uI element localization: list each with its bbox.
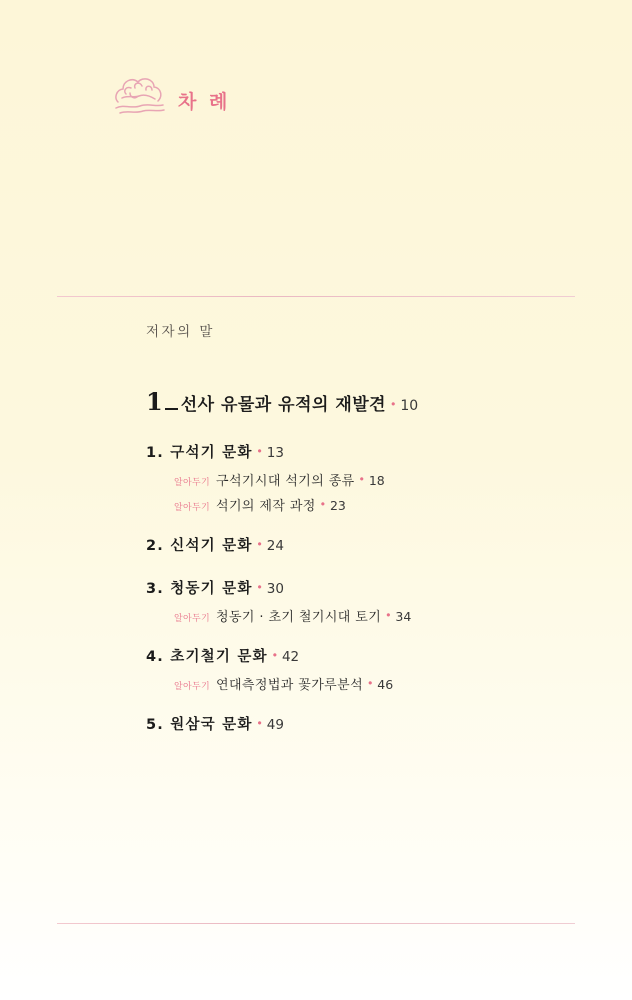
subsection-tag: 알아두기 [174, 478, 210, 488]
toc-subsection-4-1[interactable] [146, 674, 576, 693]
chapter-title: 선사 유물과 유적의 재발견 [180, 395, 387, 415]
section-separator: • [257, 716, 262, 730]
subsection-tag: 알아두기 [174, 614, 210, 624]
subsection-page-number: 34 [395, 609, 412, 624]
section-label: 3. 청동기 문화 [146, 581, 253, 597]
chapter-separator: • [391, 397, 396, 411]
spacer [146, 699, 576, 713]
spacer [146, 563, 576, 577]
toc-chapter-1[interactable] [146, 387, 576, 416]
subsection-separator: • [368, 676, 373, 690]
subsection-title: 청동기 · 초기 철기시대 토기 [215, 610, 382, 625]
section-page-number: 30 [266, 581, 284, 597]
subsection-tag: 알아두기 [174, 682, 210, 692]
subsection-page-number: 18 [368, 473, 385, 488]
chapter-page-number: 10 [400, 398, 419, 414]
section-page-number: 49 [266, 717, 284, 733]
divider-bottom [57, 923, 575, 924]
subsection-title: 구석기시대 석기의 종류 [215, 474, 355, 489]
toc-subsection-1-1[interactable] [146, 470, 576, 489]
toc-subsection-1-2[interactable] [146, 495, 576, 514]
toc-subsection-3-1[interactable] [146, 606, 576, 625]
subsection-page-number: 23 [329, 498, 346, 513]
section-separator: • [257, 537, 262, 551]
subsection-separator: • [386, 608, 391, 622]
cloud-ornament-icon [110, 68, 168, 118]
subsection-separator: • [359, 472, 364, 486]
toc-section-2[interactable] [146, 534, 576, 555]
subsection-title: 석기의 제작 과정 [215, 499, 316, 514]
spacer [146, 520, 576, 534]
page-title: 차 례 [178, 91, 231, 113]
toc-header [110, 68, 230, 118]
section-label: 4. 초기철기 문화 [146, 649, 268, 665]
toc-content [146, 320, 576, 742]
subsection-separator: • [320, 497, 325, 511]
toc-preface-label[interactable]: 저자의 말 [146, 324, 215, 340]
section-label: 1. 구석기 문화 [146, 445, 253, 461]
divider-top [57, 296, 575, 297]
chapter-underscore [165, 408, 178, 410]
subsection-tag: 알아두기 [174, 503, 210, 513]
section-page-number: 13 [266, 445, 284, 461]
toc-section-3[interactable] [146, 577, 576, 598]
section-page-number: 24 [266, 538, 284, 554]
subsection-title: 연대측정법과 꽃가루분석 [215, 678, 364, 693]
toc-section-4[interactable] [146, 645, 576, 666]
section-separator: • [257, 444, 262, 458]
section-label: 5. 원삼국 문화 [146, 717, 253, 733]
section-separator: • [257, 580, 262, 594]
section-page-number: 42 [281, 649, 300, 665]
spacer [146, 631, 576, 645]
toc-section-1[interactable] [146, 441, 576, 462]
chapter-number: 1 [146, 387, 163, 416]
subsection-page-number: 46 [377, 677, 394, 692]
section-separator: • [272, 648, 277, 662]
section-label: 2. 신석기 문화 [146, 538, 253, 554]
toc-section-5[interactable] [146, 713, 576, 734]
